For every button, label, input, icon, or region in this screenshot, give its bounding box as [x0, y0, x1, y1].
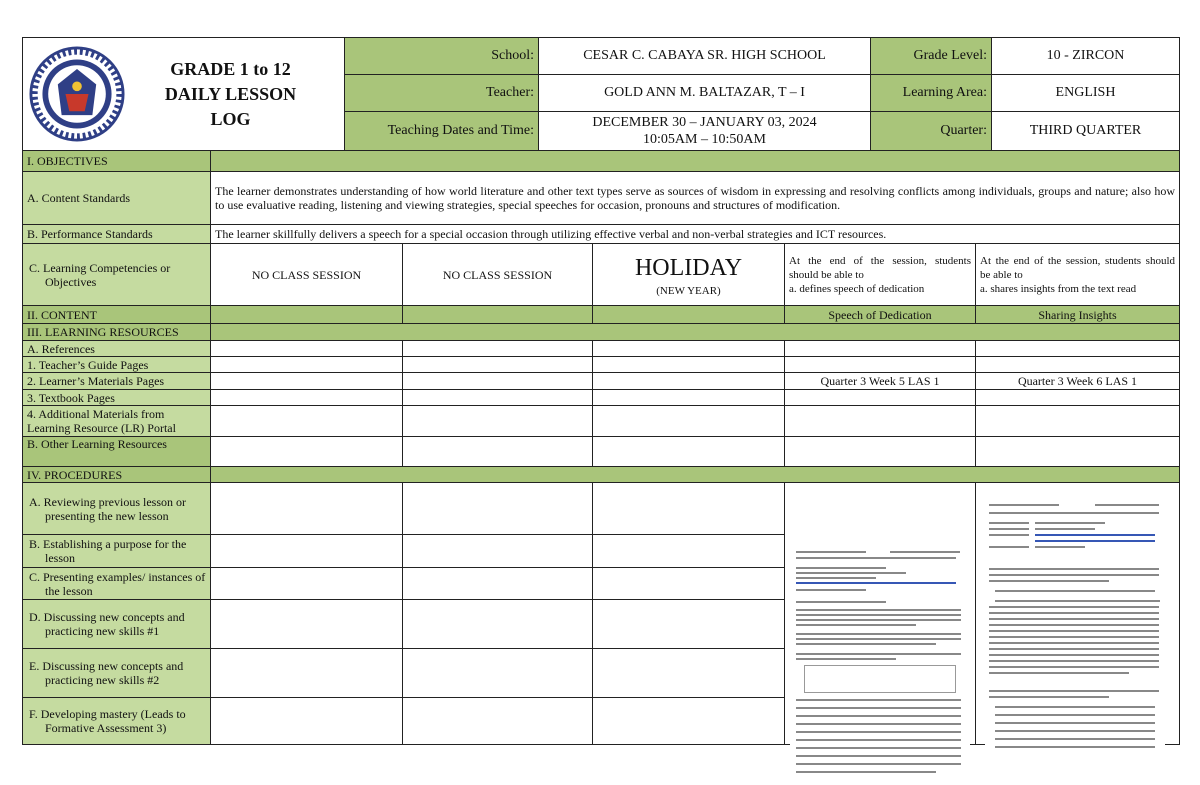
tb-d3: [593, 390, 785, 406]
day3-status: [593, 244, 785, 306]
area-label: Learning Area:: [871, 75, 992, 112]
pd-d2: [403, 600, 593, 649]
ref-d1: [211, 341, 403, 357]
lm-d3: [593, 373, 785, 390]
day3-holiday-sub: (NEW YEAR): [656, 284, 721, 297]
am-d5: [976, 406, 1180, 437]
objectives-band: [211, 151, 1180, 172]
pd-d3: [593, 600, 785, 649]
worksheet-word-box: [804, 665, 956, 693]
day4-objectives: [785, 244, 976, 306]
proc-d-label: D. Discussing new concepts and practicing new skills #1: [23, 600, 211, 649]
deped-seal-icon: [29, 46, 125, 142]
tg-d2: [403, 357, 593, 373]
grade-label: Grade Level:: [871, 38, 992, 75]
resources-band: [211, 324, 1180, 341]
tg-pages-label: 1. Teacher’s Guide Pages: [23, 357, 211, 373]
pe-d1: [211, 649, 403, 698]
pe-d2: [403, 649, 593, 698]
title-line-1: GRADE 1 to 12: [170, 58, 291, 79]
day4-objective-intro: At the end of the session, students should be able to: [789, 254, 971, 281]
day5-objectives: [976, 244, 1180, 306]
am-d1: [211, 406, 403, 437]
pa-d2: [403, 483, 593, 535]
tg-d3: [593, 357, 785, 373]
or-d4: [785, 437, 976, 467]
ref-d4: [785, 341, 976, 357]
tg-d4: [785, 357, 976, 373]
area-value: ENGLISH: [992, 75, 1180, 112]
proc-e-label: E. Discussing new concepts and practicing new skills #2: [23, 649, 211, 698]
worksheet-thumbnail-day5: [985, 500, 1165, 760]
ref-d5: [976, 341, 1180, 357]
performance-standards-text: The learner skillfully delivers a speech for a special occasion through utilizing effective verbal and non-verbal strategies and ICT resources.: [211, 225, 1180, 244]
day5-objective: a. shares insights from the text read: [980, 282, 1137, 295]
tb-d5: [976, 390, 1180, 406]
content-standards-label: A. Content Standards: [23, 172, 211, 225]
log-title: [125, 57, 344, 132]
competencies-label: C. Learning Competencies or Objectives: [23, 244, 211, 306]
pd-d1: [211, 600, 403, 649]
pb-d2: [403, 535, 593, 568]
content-day3: [593, 306, 785, 324]
pa-d1: [211, 483, 403, 535]
teacher-value: GOLD ANN M. BALTAZAR, T – I: [539, 75, 871, 112]
pc-d1: [211, 568, 403, 600]
pa-d3: [593, 483, 785, 535]
resources-heading: III. LEARNING RESOURCES: [23, 324, 211, 341]
textbook-pages-label: 3. Textbook Pages: [23, 390, 211, 406]
grade-value: 10 - ZIRCON: [992, 38, 1180, 75]
quarter-label: Quarter:: [871, 112, 992, 151]
title-block: [23, 38, 345, 151]
lm-day4: Quarter 3 Week 5 LAS 1: [785, 373, 976, 390]
content-heading: II. CONTENT: [23, 306, 211, 324]
am-d2: [403, 406, 593, 437]
other-resources-label: B. Other Learning Resources: [23, 437, 211, 467]
pb-d1: [211, 535, 403, 568]
lm-d1: [211, 373, 403, 390]
lm-d2: [403, 373, 593, 390]
pb-d3: [593, 535, 785, 568]
tg-d5: [976, 357, 1180, 373]
performance-standards-label: B. Performance Standards: [23, 225, 211, 244]
tb-d1: [211, 390, 403, 406]
day1-status: NO CLASS SESSION: [211, 244, 403, 306]
teacher-label: Teacher:: [345, 75, 539, 112]
dates-label: Teaching Dates and Time:: [345, 112, 539, 151]
dates-line-2: 10:05AM – 10:50AM: [643, 132, 766, 147]
title-line-2: DAILY LESSON: [164, 83, 297, 104]
school-label: School:: [345, 38, 539, 75]
content-standards-text: The learner demonstrates understanding of how world literature and other text types serve as sources of wisdom in expressing and resolving conflicts among individuals, groups and nature; also how to use evaluative reading, listening and viewing strategies, special speeches for occasion, pronouns and structures of modification.: [211, 172, 1180, 225]
dates-line-1: DECEMBER 30 – JANUARY 03, 2024: [592, 115, 817, 130]
ref-d3: [593, 341, 785, 357]
pa-d4: [785, 483, 976, 535]
am-d3: [593, 406, 785, 437]
day3-holiday: HOLIDAY: [634, 254, 743, 281]
header-table: [22, 37, 1180, 151]
title-line-3: LOG: [210, 108, 251, 129]
am-d4: [785, 406, 976, 437]
proc-b-label: B. Establishing a purpose for the lesson: [23, 535, 211, 568]
tb-d2: [403, 390, 593, 406]
pc-d3: [593, 568, 785, 600]
worksheet-thumbnail-day4: [790, 545, 970, 780]
proc-f-label: F. Developing mastery (Leads to Formative Assessment 3): [23, 698, 211, 745]
pe-d3: [593, 649, 785, 698]
procedures-heading: IV. PROCEDURES: [23, 467, 211, 483]
proc-c-label: C. Presenting examples/ instances of the lesson: [23, 568, 211, 600]
or-d3: [593, 437, 785, 467]
day4-objective: a. defines speech of dedication: [789, 282, 925, 295]
procedures-band: [211, 467, 1180, 483]
lm-day5: Quarter 3 Week 6 LAS 1: [976, 373, 1180, 390]
objectives-heading: I. OBJECTIVES: [23, 151, 211, 172]
content-day1: [211, 306, 403, 324]
content-day5: Sharing Insights: [976, 306, 1180, 324]
quarter-value: THIRD QUARTER: [992, 112, 1180, 151]
pc-d2: [403, 568, 593, 600]
dates-value: [539, 112, 871, 151]
content-day4: Speech of Dedication: [785, 306, 976, 324]
ref-d2: [403, 341, 593, 357]
content-day2: [403, 306, 593, 324]
or-d5: [976, 437, 1180, 467]
pf-d2: [403, 698, 593, 745]
day2-status: NO CLASS SESSION: [403, 244, 593, 306]
or-d1: [211, 437, 403, 467]
additional-materials-label: 4. Additional Materials from Learning Resource (LR) Portal: [23, 406, 211, 437]
tb-d4: [785, 390, 976, 406]
references-label: A. References: [23, 341, 211, 357]
pf-d3: [593, 698, 785, 745]
pf-d1: [211, 698, 403, 745]
lm-pages-label: 2. Learner’s Materials Pages: [23, 373, 211, 390]
day5-objective-intro: At the end of the session, students should be able to: [980, 254, 1176, 281]
school-value: CESAR C. CABAYA SR. HIGH SCHOOL: [539, 38, 871, 75]
tg-d1: [211, 357, 403, 373]
proc-a-label: A. Reviewing previous lesson or presenting the new lesson: [23, 483, 211, 535]
or-d2: [403, 437, 593, 467]
